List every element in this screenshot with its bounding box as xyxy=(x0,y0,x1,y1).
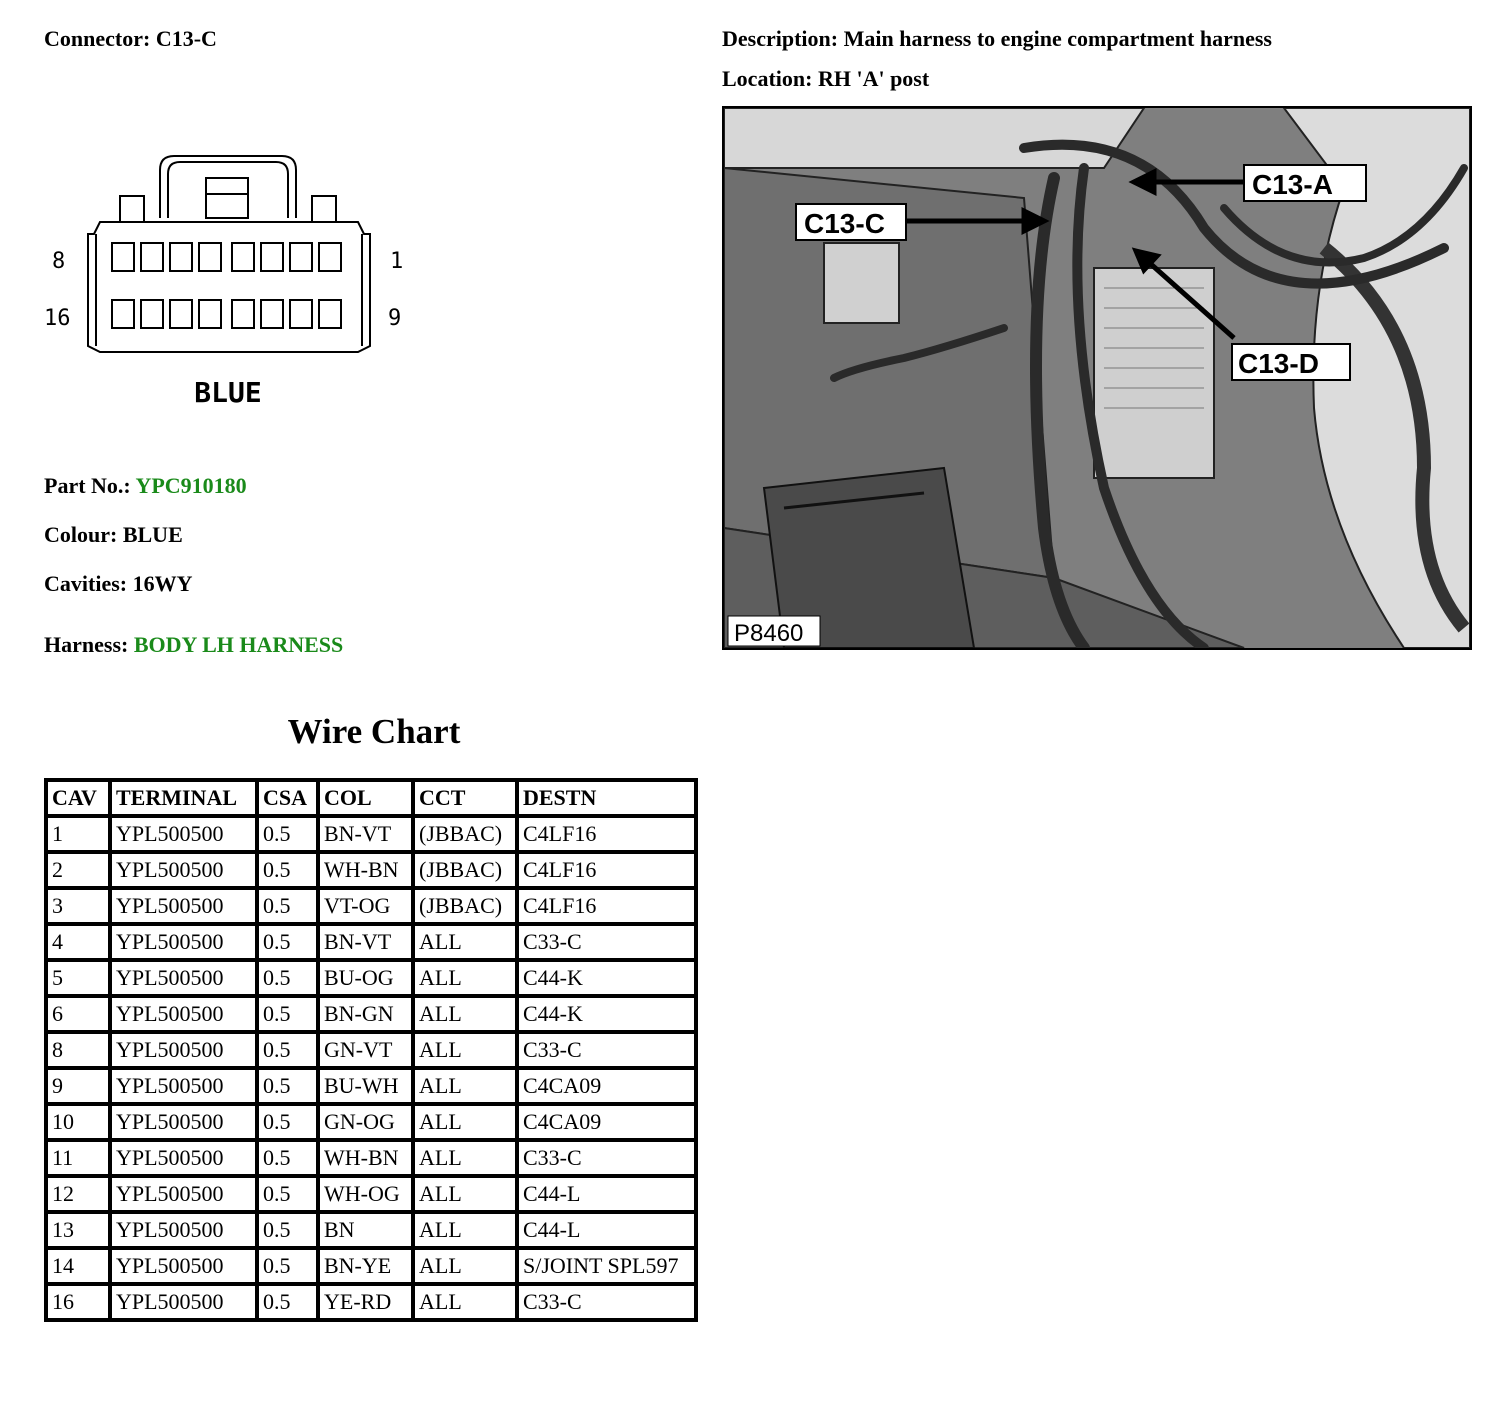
part-number-label: Part No.: xyxy=(44,473,131,498)
pin-label-16: 16 xyxy=(44,306,71,331)
cell-csa: 0.5 xyxy=(259,1286,316,1318)
table-row xyxy=(48,1286,694,1318)
table-row xyxy=(48,1214,694,1246)
cell-cct: ALL xyxy=(415,1286,515,1318)
cell-destn: C44-K xyxy=(519,962,694,994)
location xyxy=(722,66,929,92)
cell-cct: ALL xyxy=(415,926,515,958)
description-label: Description: xyxy=(722,26,839,51)
colour-label: Colour: xyxy=(44,522,118,547)
cell-destn: C44-L xyxy=(519,1214,694,1246)
cell-cav: 16 xyxy=(48,1286,108,1318)
cell-cct: ALL xyxy=(415,1106,515,1138)
location-label: Location: xyxy=(722,66,813,91)
cell-col: VT-OG xyxy=(320,890,411,922)
connector-id xyxy=(44,26,217,52)
cell-csa: 0.5 xyxy=(259,998,316,1030)
cell-cav: 4 xyxy=(48,926,108,958)
cell-cav: 3 xyxy=(48,890,108,922)
connector-colour-caption: BLUE xyxy=(194,376,262,409)
header-terminal: TERMINAL xyxy=(112,782,255,814)
table-row xyxy=(48,1250,694,1282)
cell-cav: 9 xyxy=(48,1070,108,1102)
description xyxy=(722,26,1272,52)
cell-terminal: YPL500500 xyxy=(112,890,255,922)
table-row xyxy=(48,854,694,886)
cell-col: BN-GN xyxy=(320,998,411,1030)
cell-terminal: YPL500500 xyxy=(112,1106,255,1138)
header-cav: CAV xyxy=(48,782,108,814)
location-value: RH 'A' post xyxy=(817,66,930,91)
cell-col: BN-YE xyxy=(320,1250,411,1282)
harness-label: Harness: xyxy=(44,632,129,657)
callout-c13-d: C13-D xyxy=(1238,348,1319,379)
cell-csa: 0.5 xyxy=(259,1178,316,1210)
wire-chart-table xyxy=(44,778,698,1322)
cell-terminal: YPL500500 xyxy=(112,1214,255,1246)
cell-col: BU-WH xyxy=(320,1070,411,1102)
cell-csa: 0.5 xyxy=(259,926,316,958)
cavities-value: 16WY xyxy=(132,571,193,596)
cell-cav: 5 xyxy=(48,962,108,994)
cell-col: WH-BN xyxy=(320,1142,411,1174)
cell-destn: C33-C xyxy=(519,926,694,958)
cell-csa: 0.5 xyxy=(259,1214,316,1246)
cell-cct: ALL xyxy=(415,1070,515,1102)
cell-terminal: YPL500500 xyxy=(112,1070,255,1102)
pin-label-8: 8 xyxy=(52,249,66,274)
header-col: COL xyxy=(320,782,411,814)
cell-destn: C33-C xyxy=(519,1142,694,1174)
table-header-row xyxy=(48,782,694,814)
cell-cct: ALL xyxy=(415,1178,515,1210)
cell-col: GN-VT xyxy=(320,1034,411,1066)
cell-cct: ALL xyxy=(415,1142,515,1174)
cell-cct: (JBBAC) xyxy=(415,890,515,922)
figure-id: P8460 xyxy=(734,620,804,647)
cell-csa: 0.5 xyxy=(259,854,316,886)
table-row xyxy=(48,1070,694,1102)
cell-col: BU-OG xyxy=(320,962,411,994)
cell-destn: C33-C xyxy=(519,1034,694,1066)
connector-id-value: C13-C xyxy=(155,26,217,51)
table-row xyxy=(48,926,694,958)
cell-csa: 0.5 xyxy=(259,962,316,994)
cell-col: WH-BN xyxy=(320,854,411,886)
connector-face-diagram xyxy=(40,150,420,420)
cell-cav: 11 xyxy=(48,1142,108,1174)
cell-destn: C4LF16 xyxy=(519,854,694,886)
table-row xyxy=(48,1178,694,1210)
cell-csa: 0.5 xyxy=(259,1250,316,1282)
cell-cct: (JBBAC) xyxy=(415,818,515,850)
header-csa: CSA xyxy=(259,782,316,814)
colour xyxy=(44,522,183,548)
cell-cct: ALL xyxy=(415,1034,515,1066)
cell-destn: C44-L xyxy=(519,1178,694,1210)
pin-label-9: 9 xyxy=(388,306,402,331)
cell-cav: 1 xyxy=(48,818,108,850)
cell-col: BN-VT xyxy=(320,818,411,850)
cell-destn: C4CA09 xyxy=(519,1070,694,1102)
table-row xyxy=(48,890,694,922)
cell-cav: 13 xyxy=(48,1214,108,1246)
cell-destn: C4LF16 xyxy=(519,818,694,850)
cell-destn: S/JOINT SPL597 xyxy=(519,1250,694,1282)
callout-c13-c: C13-C xyxy=(804,208,885,239)
cell-cav: 12 xyxy=(48,1178,108,1210)
cell-cav: 2 xyxy=(48,854,108,886)
cell-terminal: YPL500500 xyxy=(112,1178,255,1210)
cell-destn: C44-K xyxy=(519,998,694,1030)
cell-csa: 0.5 xyxy=(259,1106,316,1138)
cell-cav: 10 xyxy=(48,1106,108,1138)
cell-cct: ALL xyxy=(415,962,515,994)
cell-csa: 0.5 xyxy=(259,1070,316,1102)
part-number xyxy=(44,473,247,499)
cell-terminal: YPL500500 xyxy=(112,1142,255,1174)
cell-destn: C4CA09 xyxy=(519,1106,694,1138)
cell-destn: C4LF16 xyxy=(519,890,694,922)
cell-csa: 0.5 xyxy=(259,1142,316,1174)
cell-cav: 6 xyxy=(48,998,108,1030)
cell-col: WH-OG xyxy=(320,1178,411,1210)
cell-terminal: YPL500500 xyxy=(112,962,255,994)
location-photo xyxy=(722,106,1472,650)
table-row xyxy=(48,818,694,850)
cavity-grid xyxy=(112,243,341,328)
colour-value: BLUE xyxy=(122,522,183,547)
cell-terminal: YPL500500 xyxy=(112,926,255,958)
header-cct: CCT xyxy=(415,782,515,814)
cell-cav: 14 xyxy=(48,1250,108,1282)
pin-label-1: 1 xyxy=(390,249,404,274)
cell-cct: ALL xyxy=(415,1214,515,1246)
callout-c13-a: C13-A xyxy=(1252,169,1333,200)
cell-terminal: YPL500500 xyxy=(112,998,255,1030)
connector-id-label: Connector: xyxy=(44,26,151,51)
cell-csa: 0.5 xyxy=(259,818,316,850)
cell-cct: ALL xyxy=(415,998,515,1030)
harness xyxy=(44,632,343,658)
wire-chart-title: Wire Chart xyxy=(287,712,461,751)
cell-terminal: YPL500500 xyxy=(112,1034,255,1066)
harness-value[interactable]: BODY LH HARNESS xyxy=(133,632,344,657)
cell-terminal: YPL500500 xyxy=(112,1250,255,1282)
cell-col: YE-RD xyxy=(320,1286,411,1318)
cell-terminal: YPL500500 xyxy=(112,1286,255,1318)
cell-csa: 0.5 xyxy=(259,1034,316,1066)
location-photo-illustration xyxy=(724,108,1470,648)
cell-terminal: YPL500500 xyxy=(112,854,255,886)
cell-cct: ALL xyxy=(415,1250,515,1282)
cavities xyxy=(44,571,192,597)
cell-col: BN xyxy=(320,1214,411,1246)
header-destn: DESTN xyxy=(519,782,694,814)
cell-col: BN-VT xyxy=(320,926,411,958)
description-value: Main harness to engine compartment harness xyxy=(843,26,1272,51)
cavities-label: Cavities: xyxy=(44,571,128,596)
table-row xyxy=(48,1034,694,1066)
wire-chart-body xyxy=(48,818,694,1318)
cell-cct: (JBBAC) xyxy=(415,854,515,886)
cell-col: GN-OG xyxy=(320,1106,411,1138)
cell-csa: 0.5 xyxy=(259,890,316,922)
cell-terminal: YPL500500 xyxy=(112,818,255,850)
table-row xyxy=(48,1142,694,1174)
cell-destn: C33-C xyxy=(519,1286,694,1318)
cell-cav: 8 xyxy=(48,1034,108,1066)
table-row xyxy=(48,998,694,1030)
part-number-value[interactable]: YPC910180 xyxy=(135,473,247,498)
table-row xyxy=(48,962,694,994)
table-row xyxy=(48,1106,694,1138)
